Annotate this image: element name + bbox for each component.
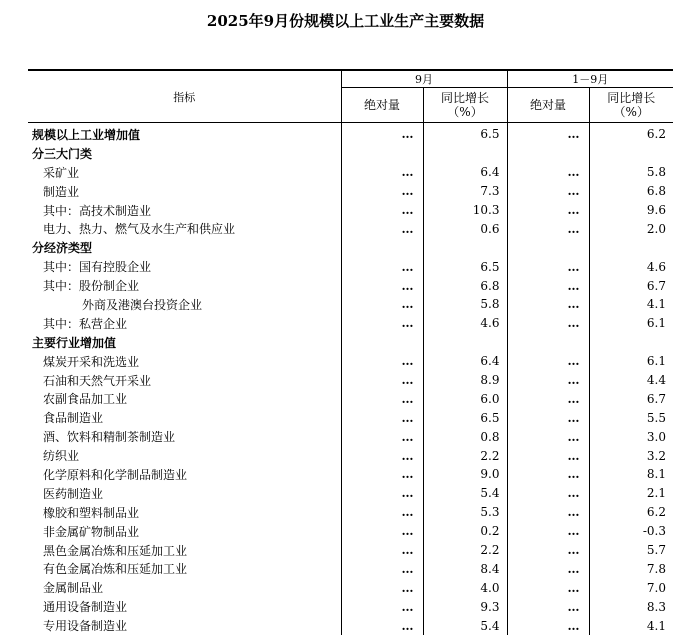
page-title: 2025年9月份规模以上工业生产主要数据	[0, 10, 691, 31]
row-label: 化学原料和化学制品制造业	[28, 465, 341, 484]
table-header	[28, 70, 673, 123]
row-label: 分三大门类	[28, 144, 341, 163]
yoy-value-september: 4.0	[423, 578, 507, 597]
absolute-value-jan-sep: …	[507, 201, 589, 220]
yoy-value-september: 6.8	[423, 276, 507, 295]
absolute-value-september: …	[341, 295, 423, 314]
yoy-value-jan-sep: 8.3	[589, 597, 673, 616]
table-row	[28, 559, 673, 578]
yoy-value-september: 10.3	[423, 201, 507, 220]
row-label: 规模以上工业增加值	[28, 123, 341, 144]
yoy-value-jan-sep: 4.1	[589, 295, 673, 314]
absolute-value-september: …	[341, 578, 423, 597]
yoy-value-jan-sep: 5.7	[589, 541, 673, 560]
table-row	[28, 522, 673, 541]
yoy-value-jan-sep: 3.0	[589, 427, 673, 446]
yoy-value-september: 6.5	[423, 123, 507, 144]
absolute-value-september: …	[341, 597, 423, 616]
table-row	[28, 276, 673, 295]
table-row	[28, 578, 673, 597]
table-row	[28, 503, 673, 522]
yoy-value-september: 5.4	[423, 484, 507, 503]
row-label: 橡胶和塑料制品业	[28, 503, 341, 522]
period-header-september: 9月	[341, 70, 507, 88]
row-label: 外商及港澳台投资企业	[28, 295, 341, 314]
yoy-value-september: 2.2	[423, 446, 507, 465]
absolute-value-jan-sep: …	[507, 484, 589, 503]
yoy-value-jan-sep: 4.1	[589, 616, 673, 635]
absolute-value-jan-sep: …	[507, 427, 589, 446]
absolute-value-september: …	[341, 182, 423, 201]
indicator-header: 指标	[28, 70, 341, 123]
yoy-value-september: 9.0	[423, 465, 507, 484]
yoy-value-jan-sep: 2.0	[589, 219, 673, 238]
period-header-jan-sep: 1－9月	[507, 70, 673, 88]
yoy-value-september: 0.8	[423, 427, 507, 446]
yoy-value-september: 6.5	[423, 257, 507, 276]
yoy-value-september: 2.2	[423, 541, 507, 560]
absolute-value-jan-sep: …	[507, 163, 589, 182]
row-label: 金属制品业	[28, 578, 341, 597]
absolute-value-jan-sep: …	[507, 257, 589, 276]
yoy-value-jan-sep: 5.5	[589, 408, 673, 427]
yoy-value-september: 6.4	[423, 163, 507, 182]
absolute-value-jan-sep: …	[507, 408, 589, 427]
absolute-value-jan-sep: …	[507, 276, 589, 295]
absolute-value-september: …	[341, 503, 423, 522]
yoy-value-jan-sep: 6.1	[589, 314, 673, 333]
absolute-value-jan-sep	[507, 144, 589, 163]
yoy-value-jan-sep: 6.2	[589, 123, 673, 144]
yoy-value-jan-sep: 4.4	[589, 371, 673, 390]
absolute-value-september: …	[341, 201, 423, 220]
row-label: 纺织业	[28, 446, 341, 465]
absolute-value-september	[341, 144, 423, 163]
absolute-value-september: …	[341, 541, 423, 560]
yoy-value-jan-sep: 6.7	[589, 276, 673, 295]
table-row	[28, 238, 673, 257]
absolute-value-jan-sep: …	[507, 182, 589, 201]
table-row	[28, 257, 673, 276]
table-body	[28, 123, 673, 635]
row-label: 其中：国有控股企业	[28, 257, 341, 276]
absolute-value-september: …	[341, 559, 423, 578]
table-row	[28, 201, 673, 220]
table-row	[28, 616, 673, 635]
row-label: 有色金属冶炼和压延加工业	[28, 559, 341, 578]
yoy-value-jan-sep: 6.8	[589, 182, 673, 201]
yoy-value-jan-sep: 3.2	[589, 446, 673, 465]
yoy-value-september	[423, 238, 507, 257]
yoy-value-jan-sep: 6.7	[589, 389, 673, 408]
row-label: 医药制造业	[28, 484, 341, 503]
absolute-value-jan-sep: …	[507, 314, 589, 333]
absolute-value-september: …	[341, 522, 423, 541]
table-row	[28, 427, 673, 446]
absolute-value-jan-sep: …	[507, 371, 589, 390]
absolute-value-jan-sep: …	[507, 503, 589, 522]
row-label: 通用设备制造业	[28, 597, 341, 616]
absolute-value-jan-sep: …	[507, 578, 589, 597]
row-label: 制造业	[28, 182, 341, 201]
row-label: 非金属矿物制品业	[28, 522, 341, 541]
table-row	[28, 465, 673, 484]
yoy-value-september: 0.6	[423, 219, 507, 238]
row-label: 其中：高技术制造业	[28, 201, 341, 220]
absolute-value-jan-sep: …	[507, 389, 589, 408]
yoy-value-september: 6.0	[423, 389, 507, 408]
yoy-value-september: 6.4	[423, 352, 507, 371]
absolute-value-september: …	[341, 257, 423, 276]
table-row	[28, 123, 673, 144]
yoy-value-september	[423, 333, 507, 352]
absolute-value-september: …	[341, 352, 423, 371]
absolute-value-september: …	[341, 389, 423, 408]
table-row	[28, 314, 673, 333]
absolute-value-jan-sep: …	[507, 541, 589, 560]
absolute-value-september: …	[341, 408, 423, 427]
yoy-value-september: 5.4	[423, 616, 507, 635]
absolute-value-jan-sep: …	[507, 522, 589, 541]
yoy-value-jan-sep	[589, 238, 673, 257]
yoy-value-jan-sep: 7.8	[589, 559, 673, 578]
table-row	[28, 408, 673, 427]
row-label: 农副食品加工业	[28, 389, 341, 408]
table-row	[28, 163, 673, 182]
yoy-value-september: 9.3	[423, 597, 507, 616]
row-label: 石油和天然气开采业	[28, 371, 341, 390]
absolute-value-jan-sep: …	[507, 123, 589, 144]
row-label: 采矿业	[28, 163, 341, 182]
absolute-header: 绝对量	[341, 88, 423, 123]
table-row	[28, 182, 673, 201]
yoy-value-jan-sep	[589, 333, 673, 352]
absolute-value-jan-sep: …	[507, 465, 589, 484]
table-row	[28, 295, 673, 314]
absolute-value-september: …	[341, 371, 423, 390]
row-label: 煤炭开采和洗选业	[28, 352, 341, 371]
absolute-value-jan-sep: …	[507, 219, 589, 238]
absolute-value-september: …	[341, 219, 423, 238]
absolute-value-september	[341, 333, 423, 352]
absolute-value-jan-sep	[507, 238, 589, 257]
row-label: 分经济类型	[28, 238, 341, 257]
row-label: 电力、热力、燃气及水生产和供应业	[28, 219, 341, 238]
absolute-value-jan-sep: …	[507, 616, 589, 635]
table-row	[28, 371, 673, 390]
absolute-header: 绝对量	[507, 88, 589, 123]
table-row	[28, 597, 673, 616]
absolute-value-september: …	[341, 314, 423, 333]
yoy-value-september: 5.8	[423, 295, 507, 314]
row-label: 其中：私营企业	[28, 314, 341, 333]
yoy-header: 同比增长 （%）	[423, 88, 507, 123]
absolute-value-september: …	[341, 123, 423, 144]
absolute-value-september: …	[341, 427, 423, 446]
row-label: 其中：股份制企业	[28, 276, 341, 295]
yoy-value-september: 4.6	[423, 314, 507, 333]
absolute-value-jan-sep: …	[507, 597, 589, 616]
absolute-value-september: …	[341, 163, 423, 182]
yoy-header: 同比增长 （%）	[589, 88, 673, 123]
yoy-value-jan-sep	[589, 144, 673, 163]
table-row	[28, 446, 673, 465]
data-table	[28, 69, 673, 635]
yoy-value-september: 8.4	[423, 559, 507, 578]
yoy-value-jan-sep: 7.0	[589, 578, 673, 597]
table-row	[28, 389, 673, 408]
yoy-value-september	[423, 144, 507, 163]
yoy-value-jan-sep: 4.6	[589, 257, 673, 276]
row-label: 专用设备制造业	[28, 616, 341, 635]
yoy-value-september: 5.3	[423, 503, 507, 522]
absolute-value-september: …	[341, 484, 423, 503]
table-row	[28, 333, 673, 352]
yoy-value-jan-sep: 9.6	[589, 201, 673, 220]
row-label: 主要行业增加值	[28, 333, 341, 352]
table-row	[28, 541, 673, 560]
table-row	[28, 484, 673, 503]
yoy-value-september: 6.5	[423, 408, 507, 427]
yoy-value-jan-sep: 6.1	[589, 352, 673, 371]
yoy-value-jan-sep: 8.1	[589, 465, 673, 484]
absolute-value-september: …	[341, 465, 423, 484]
absolute-value-jan-sep	[507, 333, 589, 352]
row-label: 食品制造业	[28, 408, 341, 427]
yoy-value-september: 7.3	[423, 182, 507, 201]
table-row	[28, 352, 673, 371]
yoy-value-jan-sep: 6.2	[589, 503, 673, 522]
absolute-value-jan-sep: …	[507, 559, 589, 578]
row-label: 酒、饮料和精制茶制造业	[28, 427, 341, 446]
absolute-value-september: …	[341, 446, 423, 465]
absolute-value-september: …	[341, 276, 423, 295]
yoy-value-jan-sep: 5.8	[589, 163, 673, 182]
absolute-value-jan-sep: …	[507, 446, 589, 465]
absolute-value-jan-sep: …	[507, 352, 589, 371]
table-row	[28, 219, 673, 238]
absolute-value-jan-sep: …	[507, 295, 589, 314]
absolute-value-september	[341, 238, 423, 257]
table-row	[28, 144, 673, 163]
absolute-value-september: …	[341, 616, 423, 635]
row-label: 黑色金属冶炼和压延加工业	[28, 541, 341, 560]
yoy-value-september: 0.2	[423, 522, 507, 541]
yoy-value-jan-sep: 2.1	[589, 484, 673, 503]
yoy-value-jan-sep: -0.3	[589, 522, 673, 541]
yoy-value-september: 8.9	[423, 371, 507, 390]
